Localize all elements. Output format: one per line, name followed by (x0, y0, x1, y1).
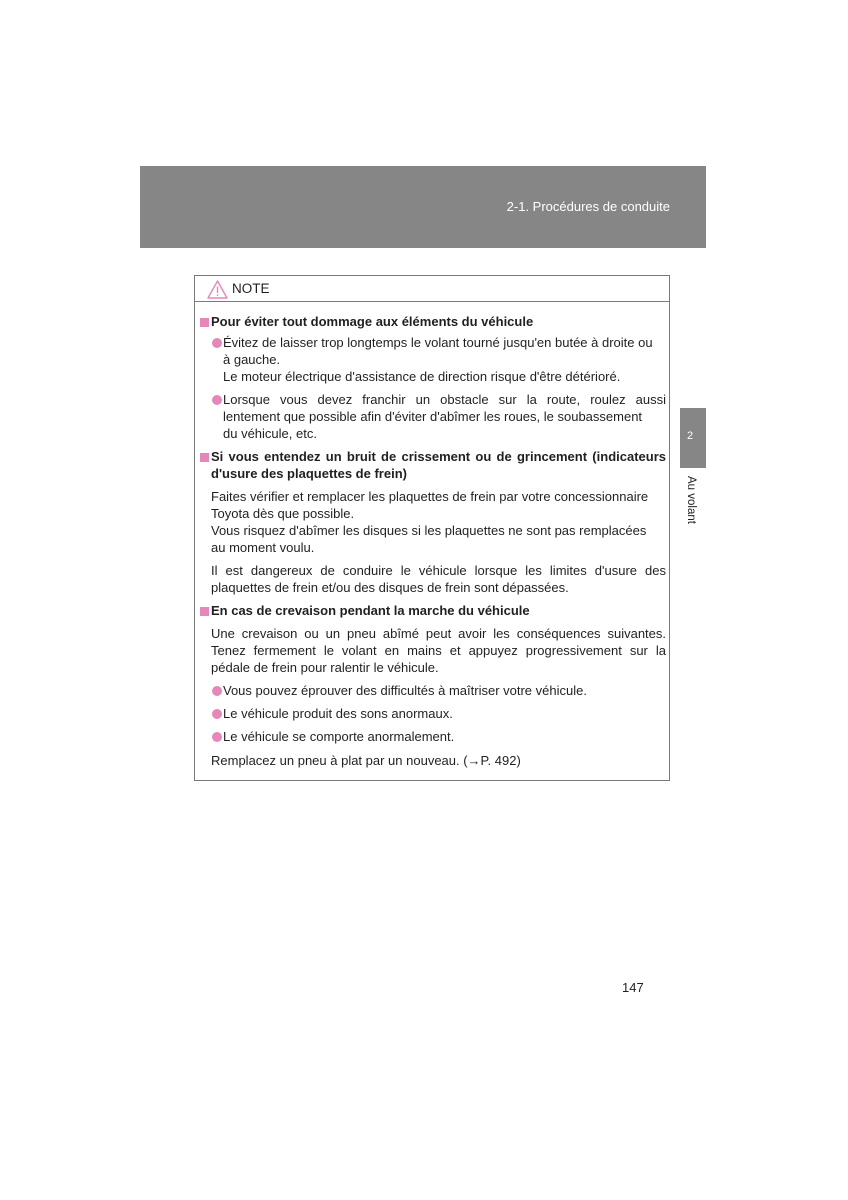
chapter-header-band (140, 166, 706, 248)
list-item-line: lentement que possible afin d'éviter d'abîmer les roues, le soubassement (223, 409, 643, 424)
paragraph-line: Tenez fermement le volant en mains et appuyez progressivement sur la (211, 643, 666, 658)
list-item-line: Vous pouvez éprouver des difficultés à maîtriser votre véhicule. (223, 683, 587, 698)
section-square-marker (200, 453, 209, 462)
paragraph-line: Faites vérifier et remplacer les plaquettes de frein par votre concessionnaire (211, 489, 649, 504)
section-square-marker (200, 607, 209, 616)
section-heading: En cas de crevaison pendant la marche du véhicule (211, 603, 530, 618)
list-item-line: Le véhicule se comporte anormalement. (223, 729, 455, 744)
note-title: NOTE (232, 281, 270, 296)
section-title: 2-1. Procédures de conduite (506, 199, 670, 214)
section-heading: Si vous entendez un bruit de crissement ou de grincement (indicateurs (211, 449, 666, 464)
bullet-dot (212, 395, 222, 405)
page-reference[interactable]: Remplacez un pneu à plat par un nouveau. (→P. 492) (211, 753, 521, 768)
list-item-line: du véhicule, etc. (223, 426, 317, 441)
list-item-line: Lorsque vous devez franchir un obstacle sur la route, roulez aussi (223, 392, 666, 407)
section-heading: d'usure des plaquettes de frein) (211, 466, 407, 481)
bullet-dot (212, 686, 222, 696)
paragraph-line: Il est dangereux de conduire le véhicule lorsque les limites d'usure des (211, 563, 666, 578)
paragraph-line: plaquettes de frein et/ou des disques de frein sont dépassées. (211, 580, 569, 595)
section-heading: Pour éviter tout dommage aux éléments du véhicule (211, 314, 534, 329)
chapter-label: Au volant (685, 476, 697, 524)
section-square-marker (200, 318, 209, 327)
paragraph-line: Toyota dès que possible. (211, 506, 355, 521)
paragraph-line: Une crevaison ou un pneu abîmé peut avoir les conséquences suivantes. (211, 626, 666, 641)
paragraph-line: Vous risquez d'abîmer les disques si les plaquettes ne sont pas remplacées (211, 523, 647, 538)
list-item-line: Le moteur électrique d'assistance de direction risque d'être détérioré. (223, 369, 621, 384)
chapter-tab[interactable] (680, 408, 706, 468)
note-content (195, 276, 669, 780)
bullet-dot (212, 732, 222, 742)
bullet-dot (212, 338, 222, 348)
paragraph-line: pédale de frein pour ralentir le véhicule. (211, 660, 439, 675)
paragraph-line: au moment voulu. (211, 540, 315, 555)
page-number: 147 (622, 980, 644, 995)
list-item-line: Le véhicule produit des sons anormaux. (223, 706, 453, 721)
chapter-number: 2 (686, 430, 694, 442)
list-item-line: à gauche. (223, 352, 281, 367)
list-item-line: Évitez de laisser trop longtemps le volant tourné jusqu'en butée à droite ou (223, 335, 653, 350)
bullet-dot (212, 709, 222, 719)
note-box (194, 275, 670, 781)
